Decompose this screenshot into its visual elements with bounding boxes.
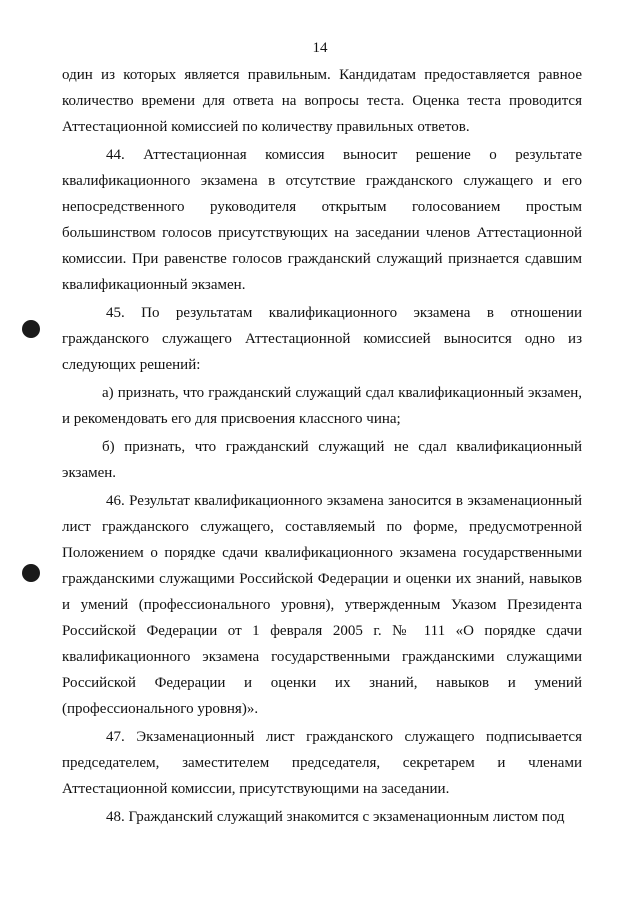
paragraph-44: 44. Аттестационная комиссия выносит решение о результате квалификационного экзамена в отсутствие гражданского служащего и его непосредственного руководителя открытым голосованием простым большинством голосов присутствующих на заседании членов Аттестационной комиссии. При равенстве голосов гражданский служащий признается сдавшим квалификационный экзамен. bbox=[62, 147, 582, 293]
paragraph-45: 45. По результатам квалификационного экзамена в отношении гражданского служащего Аттестационной комиссией выносится одно из следующих решений: bbox=[62, 305, 582, 373]
paragraph-46: 46. Результат квалификационного экзамена заносится в экзаменационный лист гражданского служащего, составляемый по форме, предусмотренной Положением о порядке сдачи квалификационного экзамена государственными гражданскими служащими Российской Федерации и оценки их знаний, навыков и умений (профессионального уровня), утвержденным Указом Президента Российской Федерации от 1 февраля 2005 г. № 111 «О порядке сдачи квалификационного экзамена государственными гражданскими служащими Российской Федерации и оценки их знаний, навыков и умений (профессионального уровня)». bbox=[62, 493, 582, 717]
paragraph-continuation: один из которых является правильным. Кандидатам предоставляется равное количество времени для ответа на вопросы теста. Оценка теста проводится Аттестационной комиссией по количеству правильных ответов. bbox=[62, 67, 582, 135]
paragraph-48: 48. Гражданский служащий знакомится с экзаменационным листом под bbox=[106, 809, 565, 825]
document-body bbox=[62, 62, 582, 832]
punch-hole-mark bbox=[22, 320, 40, 338]
punch-hole-mark bbox=[22, 564, 40, 582]
paragraph-45-item-b: б) признать, что гражданский служащий не сдал квалификационный экзамен. bbox=[62, 439, 582, 481]
paragraph-45-item-a: а) признать, что гражданский служащий сдал квалификационный экзамен, и рекомендовать его для присвоения классного чина; bbox=[62, 385, 582, 427]
paragraph-47: 47. Экзаменационный лист гражданского служащего подписывается председателем, заместителем председателя, секретарем и членами Аттестационной комиссии, присутствующими на заседании. bbox=[62, 729, 582, 797]
page-number: 14 bbox=[312, 40, 328, 56]
